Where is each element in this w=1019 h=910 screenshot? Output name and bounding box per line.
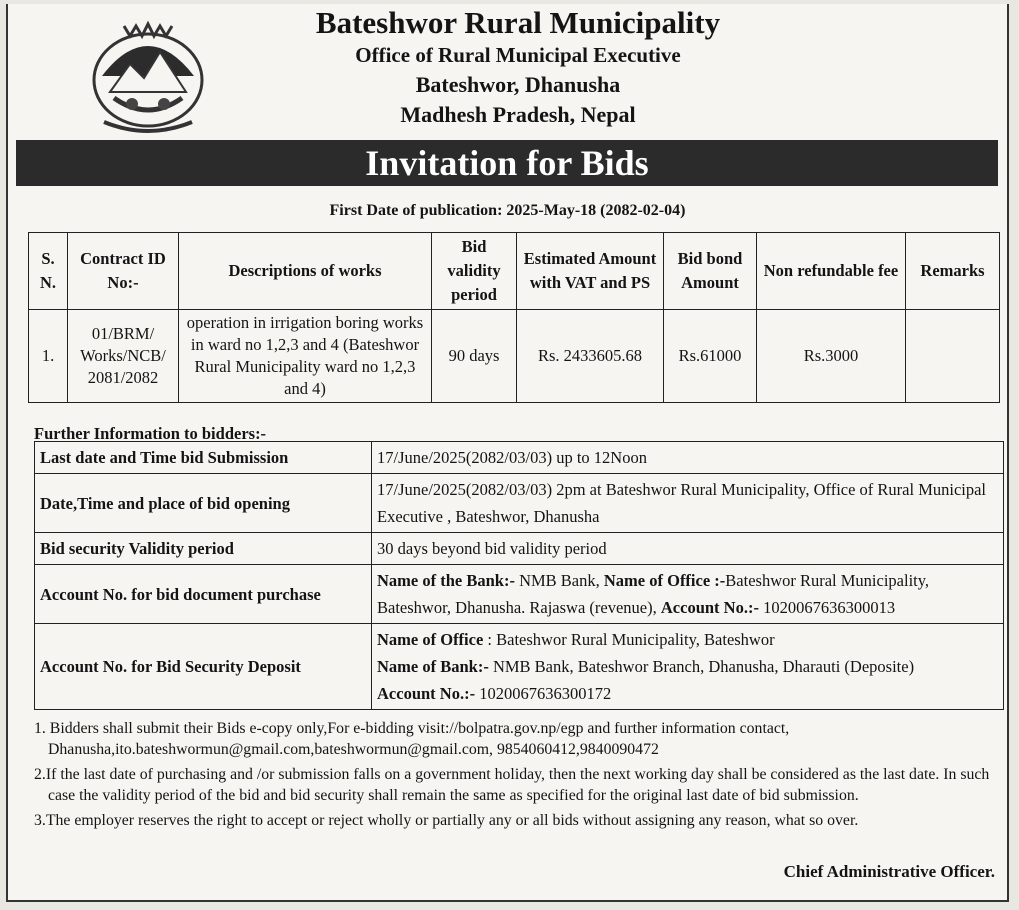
info-value <box>372 565 1004 624</box>
note-item: 2.If the last date of purchasing and /or submission falls on a government holiday, then the next working day shall be considered as the last date. In such case the validity period of the bid and bid security shall remain the same as specified for the original last date of bid submission. <box>34 766 990 804</box>
cell-estimate: Rs. 2433605.68 <box>517 310 664 403</box>
info-text: : Bateshwor Rural Municipality, Bateshwor <box>483 630 775 649</box>
table-header-row <box>29 233 1000 310</box>
info-row <box>35 474 1004 533</box>
info-value: 17/June/2025(2082/03/03) up to 12Noon <box>372 442 1004 474</box>
info-text: NMB Bank, Bateshwor Branch, Dhanusha, Dharauti (Deposite) <box>488 657 915 676</box>
further-info-title: Further Information to bidders:- <box>34 424 267 443</box>
info-label: Bid security Validity period <box>35 533 372 565</box>
info-line <box>377 626 998 653</box>
header-remarks: Remarks <box>906 233 1000 310</box>
header-fee: Non refundable fee <box>757 233 906 310</box>
info-label: Account No. for bid document purchase <box>35 565 372 624</box>
info-text: 1020067636300013 <box>758 598 896 617</box>
info-text: Bateshwor Rural Municipality, Bateshwor, Dhanusha. Rajaswa (revenue), <box>377 571 930 617</box>
header-desc: Descriptions of works <box>179 233 432 310</box>
info-key: Account No.:- <box>660 598 759 617</box>
page-title: Invitation for Bids <box>16 140 998 186</box>
notice-page <box>6 4 1009 902</box>
info-text: NMB Bank, <box>514 571 604 590</box>
info-key: Name of Office <box>377 630 484 649</box>
header <box>208 4 828 130</box>
info-table <box>34 441 1004 710</box>
note-item: 3.The employer reserves the right to accept or reject wholly or partially any or all bids without assigning any reason, what so over. <box>34 812 859 829</box>
cell-validity: 90 days <box>432 310 517 403</box>
info-row <box>35 565 1004 624</box>
header-estimate: Estimated Amount with VAT and PS <box>517 233 664 310</box>
header-contract: Contract ID No:- <box>68 233 179 310</box>
info-text: 1020067636300172 <box>475 684 612 703</box>
notes <box>34 718 1006 835</box>
bids-table <box>28 232 1000 403</box>
header-sn: S. N. <box>29 233 68 310</box>
info-value: 30 days beyond bid validity period <box>372 533 1004 565</box>
cell-contract: 01/BRM/ Works/NCB/ 2081/2082 <box>68 310 179 403</box>
signature: Chief Administrative Officer. <box>783 862 995 881</box>
cell-bond: Rs.61000 <box>664 310 757 403</box>
cell-desc: operation in irrigation boring works in ward no 1,2,3 and 4 (Bateshwor Rural Municipality ward no 1,2,3 and 4) <box>179 310 432 403</box>
header-validity: Bid validity period <box>432 233 517 310</box>
info-row <box>35 624 1004 710</box>
info-key: Name of Bank:- <box>377 657 489 676</box>
info-label: Last date and Time bid Submission <box>35 442 372 474</box>
nepal-emblem-icon <box>84 18 212 136</box>
info-row <box>35 442 1004 474</box>
municipality-name: Bateshwor Rural Municipality <box>315 5 721 40</box>
info-line <box>377 653 998 680</box>
cell-fee: Rs.3000 <box>757 310 906 403</box>
info-line <box>377 680 998 707</box>
header-bond: Bid bond Amount <box>664 233 757 310</box>
info-key: Account No.:- <box>377 684 476 703</box>
info-key: Name of Office :- <box>603 571 726 590</box>
info-value <box>372 624 1004 710</box>
province: Madhesh Pradesh, Nepal <box>400 102 636 127</box>
info-key: Name of the Bank:- <box>377 571 515 590</box>
cell-remarks <box>906 310 1000 403</box>
cell-sn: 1. <box>29 310 68 403</box>
location: Bateshwor, Dhanusha <box>415 72 621 97</box>
info-label: Account No. for Bid Security Deposit <box>35 624 372 710</box>
info-value: 17/June/2025(2082/03/03) 2pm at Bateshwor Rural Municipality, Office of Rural Municipal Executive , Bateshwor, Dhanusha <box>372 474 1004 533</box>
publication-date: First Date of publication: 2025-May-18 (2082-02-04) <box>329 202 686 219</box>
table-row <box>29 310 1000 403</box>
info-row <box>35 533 1004 565</box>
info-label: Date,Time and place of bid opening <box>35 474 372 533</box>
note-item: 1. Bidders shall submit their Bids e-copy only,For e-bidding visit://bolpatra.gov.np/egp and further information contact, Dhanusha,ito.bateshwormun@gmail.com,bateshwormun@gmail.com, 9854060412,9840090472 <box>34 720 790 758</box>
office-name: Office of Rural Municipal Executive <box>355 43 681 67</box>
